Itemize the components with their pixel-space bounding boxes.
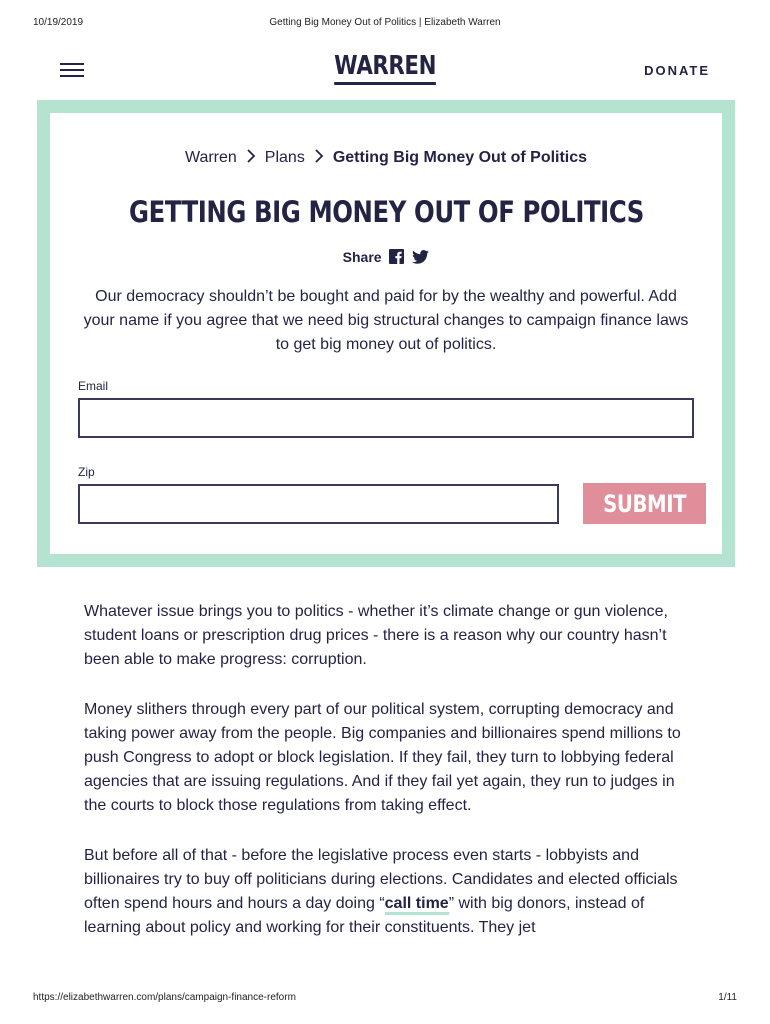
print-page-number: 1/11 bbox=[718, 992, 737, 1003]
signup-panel bbox=[37, 100, 735, 567]
email-label: Email bbox=[78, 379, 109, 393]
breadcrumb-plans[interactable]: Plans bbox=[264, 149, 305, 166]
warren-logo[interactable]: WARREN bbox=[0, 52, 770, 85]
print-url: https://elizabethwarren.com/plans/campaign-finance-reform bbox=[33, 992, 296, 1003]
breadcrumb-current: Getting Big Money Out of Politics bbox=[332, 149, 588, 166]
breadcrumb bbox=[50, 149, 722, 167]
article-paragraph: But before all of that - before the legislative process even starts - lobbyists and billionaires try to buy off politicians during elections. Candidates and elected officials often spend hours and hours a day doing “call time” with big donors, instead of learning about policy and working for their constituents. They jet bbox=[84, 847, 678, 936]
zip-label: Zip bbox=[78, 465, 95, 479]
share-label: Share bbox=[342, 249, 382, 265]
article-paragraph: Whatever issue brings you to politics - whether it’s climate change or gun violence, student loans or prescription drug prices - there is a reason why our country hasn’t been able to make progress: corruption. bbox=[84, 603, 668, 668]
share-bar bbox=[50, 249, 722, 265]
article-body bbox=[84, 600, 694, 966]
print-title: Getting Big Money Out of Politics | Elizabeth Warren bbox=[269, 17, 501, 28]
facebook-icon[interactable] bbox=[389, 249, 404, 264]
signup-card bbox=[50, 113, 722, 554]
chevron-right-icon bbox=[314, 149, 324, 163]
submit-button[interactable]: SUBMIT bbox=[583, 483, 706, 524]
print-header bbox=[0, 17, 770, 31]
call-time-link[interactable]: call time bbox=[385, 895, 449, 915]
article-paragraph: Money slithers through every part of our political system, corrupting democracy and taking power away from the people. Big companies and billionaires spend millions to push Congress to adopt or block legislation. If they fail, they turn to lobbying federal agencies that are issuing regulations. And if they fail yet again, they run to judges in the courts to block those regulations from taking effect. bbox=[84, 701, 681, 814]
email-field[interactable] bbox=[78, 398, 694, 438]
twitter-icon[interactable] bbox=[412, 250, 429, 264]
signup-intro: Our democracy shouldn’t be bought and paid for by the wealthy and powerful. Add your name if you agree that we need big structural changes to campaign finance laws to get big money out of politics. bbox=[83, 288, 689, 353]
zip-field[interactable] bbox=[78, 484, 559, 524]
chevron-right-icon bbox=[246, 149, 256, 163]
donate-link[interactable]: DONATE bbox=[644, 63, 710, 78]
breadcrumb-warren[interactable]: Warren bbox=[184, 149, 237, 166]
page-title: GETTING BIG MONEY OUT OF POLITICS bbox=[128, 195, 644, 229]
print-date: 10/19/2019 bbox=[33, 17, 84, 28]
